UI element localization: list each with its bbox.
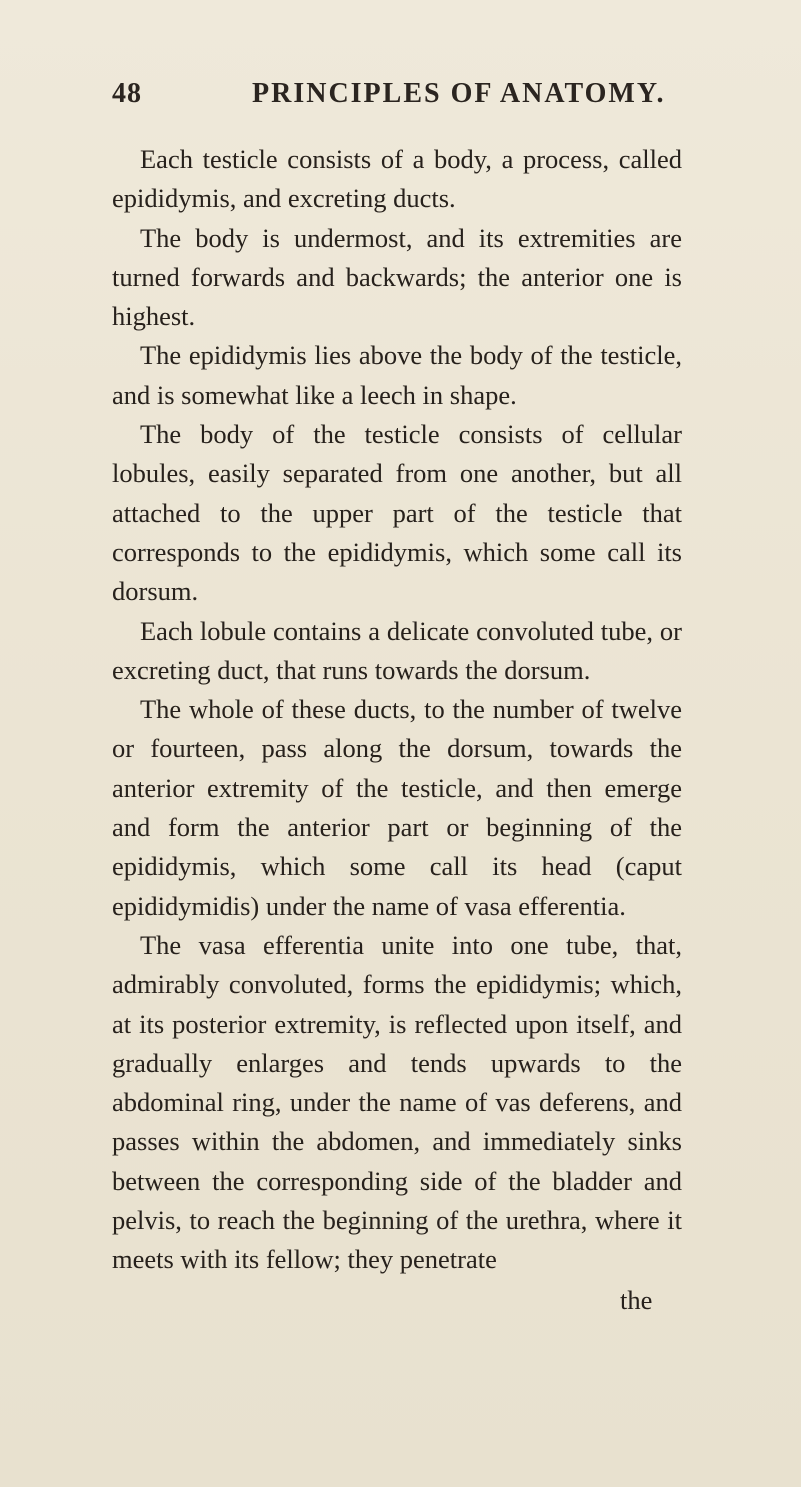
running-head: PRINCIPLES OF ANATOMY. [252, 78, 666, 109]
paragraph: The body is undermost, and its extremities are turned forwards and backwards; the anterior one is highest. [112, 222, 682, 332]
body-text [112, 140, 682, 1280]
paragraph: The body of the testicle consists of cellular lobules, easily separated from one another, but all attached to the upper part of the testicle that corresponds to the epididymis, which some call its dorsum. [112, 419, 682, 607]
catchword: the [620, 1285, 653, 1315]
paragraph: The whole of these ducts, to the number of twelve or fourteen, pass along the dorsum, towards the anterior extremity of the testicle, and then emerge and form the anterior part or beginning of the epididymis, which some call its head (caput epididymidis) under the name of vasa efferentia. [112, 694, 682, 921]
paragraph: Each testicle consists of a body, a process, called epididymis, and excreting ducts. [112, 144, 682, 214]
paragraph: Each lobule contains a delicate convoluted tube, or excreting duct, that runs towards the dorsum. [112, 615, 682, 685]
paragraph: The vasa efferentia unite into one tube, that, admirably convoluted, forms the epididymis; which, at its posterior extremity, is reflected upon itself, and gradually enlarges and tends upwards to the abdominal ring, under the name of vas deferens, and passes within the abdomen, and immediately sinks between the corresponding side of the bladder and pelvis, to reach the beginning of the urethra, where it meets with its fellow; they penetrate [112, 929, 682, 1275]
page-number: 48 [112, 78, 142, 109]
paragraph: The epididymis lies above the body of the testicle, and is somewhat like a leech in shape. [112, 340, 682, 410]
page-header [112, 78, 672, 118]
